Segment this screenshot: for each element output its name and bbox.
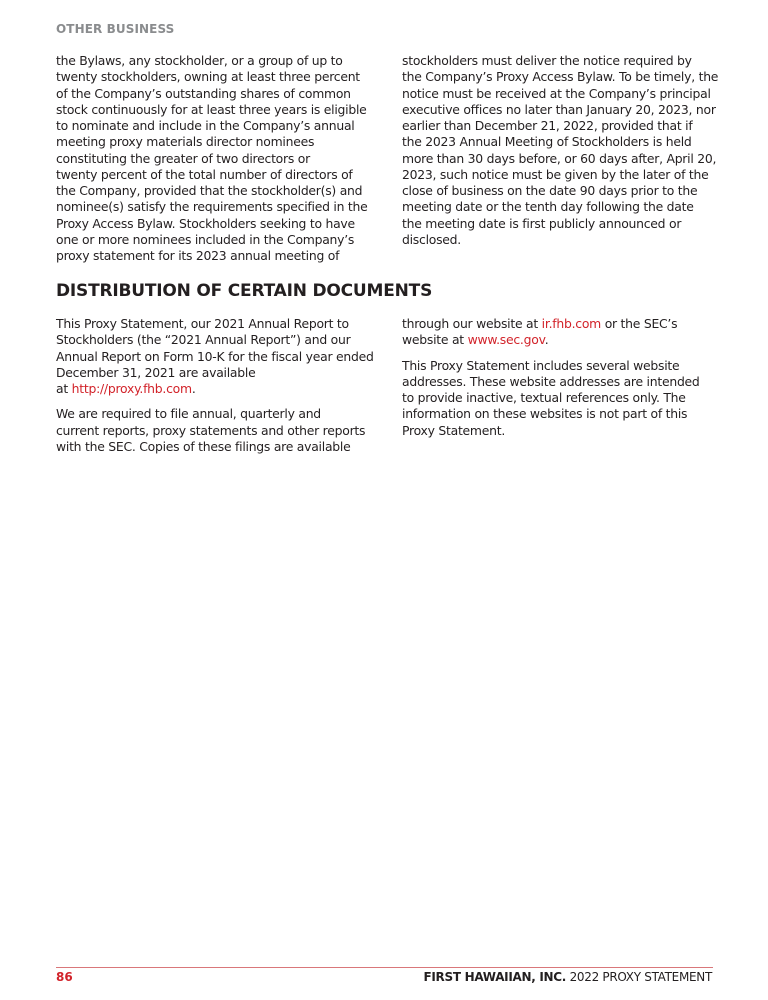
- text-line: with the SEC. Copies of these filings are available: [56, 438, 351, 454]
- text-line: stockholders must deliver the notice required by: [402, 53, 692, 68]
- document-title: 2022 PROXY STATEMENT: [566, 970, 712, 984]
- text-line: nominee(s) satisfy the requirements specified in the: [56, 199, 368, 215]
- text-line: the Bylaws, any stockholder, or a group of up to: [56, 53, 343, 68]
- paragraph: [402, 358, 722, 439]
- text-line: the meeting date is first publicly announced or: [402, 215, 682, 231]
- text-line: close of business on the date 90 days prior to the: [402, 183, 698, 198]
- footer-title: [424, 970, 713, 984]
- text-line: Annual Report on Form 10-K for the fiscal year ended: [56, 348, 374, 364]
- text-line: twenty stockholders, owning at least three percent: [56, 69, 360, 85]
- text-line: information on these websites is not part of this: [402, 406, 688, 422]
- text-line: constituting the greater of two directors or: [56, 150, 310, 166]
- proxy-link[interactable]: http://proxy.fhb.com: [71, 381, 192, 396]
- text-line: This Proxy Statement, our 2021 Annual Report to: [56, 316, 349, 331]
- text-line: to provide inactive, textual references only. The: [402, 390, 686, 405]
- distribution-left-column: [56, 316, 376, 464]
- text-line: proxy statement for its 2023 annual meeting of: [56, 248, 340, 263]
- text-line: the Company’s Proxy Access Bylaw. To be timely, the: [402, 69, 719, 85]
- text: or the SEC’s: [601, 316, 678, 331]
- text: through our website at: [402, 316, 542, 331]
- text-line: meeting proxy materials director nominees: [56, 134, 315, 150]
- text-line: the Company, provided that the stockholder(s) and: [56, 183, 363, 198]
- text-line: to nominate and include in the Company’s annual: [56, 118, 355, 133]
- text-line: 2023, such notice must be given by the later of the: [402, 166, 709, 182]
- text: at: [56, 381, 72, 396]
- text-line: of the Company’s outstanding shares of common: [56, 85, 351, 101]
- text-line: We are required to file annual, quarterly and: [56, 406, 321, 422]
- text-line: more than 30 days before, or 60 days after, April 20,: [402, 150, 717, 166]
- sec-link[interactable]: www.sec.gov: [467, 332, 545, 348]
- text-line: stock continuously for at least three years is eligible: [56, 101, 367, 117]
- section-heading: DISTRIBUTION OF CERTAIN DOCUMENTS: [56, 281, 433, 301]
- text-line: notice must be received at the Company’s principal: [402, 85, 711, 101]
- text-line: Stockholders (the “2021 Annual Report”) and our: [56, 332, 351, 348]
- text-line: executive offices no later than January 20, 2023, nor: [402, 101, 716, 117]
- top-left-column: [56, 53, 376, 264]
- text-line: Proxy Statement.: [402, 422, 506, 438]
- text-line: addresses. These website addresses are intended: [402, 373, 700, 389]
- text: .: [191, 381, 196, 396]
- section-label: OTHER BUSINESS: [56, 22, 175, 36]
- text-line: current reports, proxy statements and other reports: [56, 422, 366, 438]
- text-line: Proxy Access Bylaw. Stockholders seeking to have: [56, 215, 355, 231]
- text-line: This Proxy Statement includes several website: [402, 357, 680, 373]
- text: .: [544, 332, 549, 348]
- top-right-column: [402, 53, 722, 248]
- text-line: twenty percent of the total number of directors of: [56, 166, 353, 182]
- text-line: meeting date or the tenth day following the date: [402, 199, 694, 215]
- ir-fhb-link[interactable]: ir.fhb.com: [541, 316, 601, 331]
- text-line: earlier than December 21, 2022, provided that if: [402, 118, 693, 133]
- page-number: 86: [56, 970, 73, 984]
- text: website at: [402, 332, 468, 348]
- footer-divider: [56, 967, 713, 968]
- text-line: one or more nominees included in the Company’s: [56, 231, 355, 247]
- paragraph: [56, 406, 376, 455]
- text-line: disclosed.: [402, 231, 461, 247]
- paragraph: [56, 316, 376, 397]
- text-line: December 31, 2021 are available: [56, 364, 256, 380]
- distribution-right-column: [402, 316, 722, 448]
- text-line: the 2023 Annual Meeting of Stockholders is held: [402, 134, 692, 150]
- paragraph: [402, 316, 722, 349]
- company-name: FIRST HAWAIIAN, INC.: [423, 970, 567, 984]
